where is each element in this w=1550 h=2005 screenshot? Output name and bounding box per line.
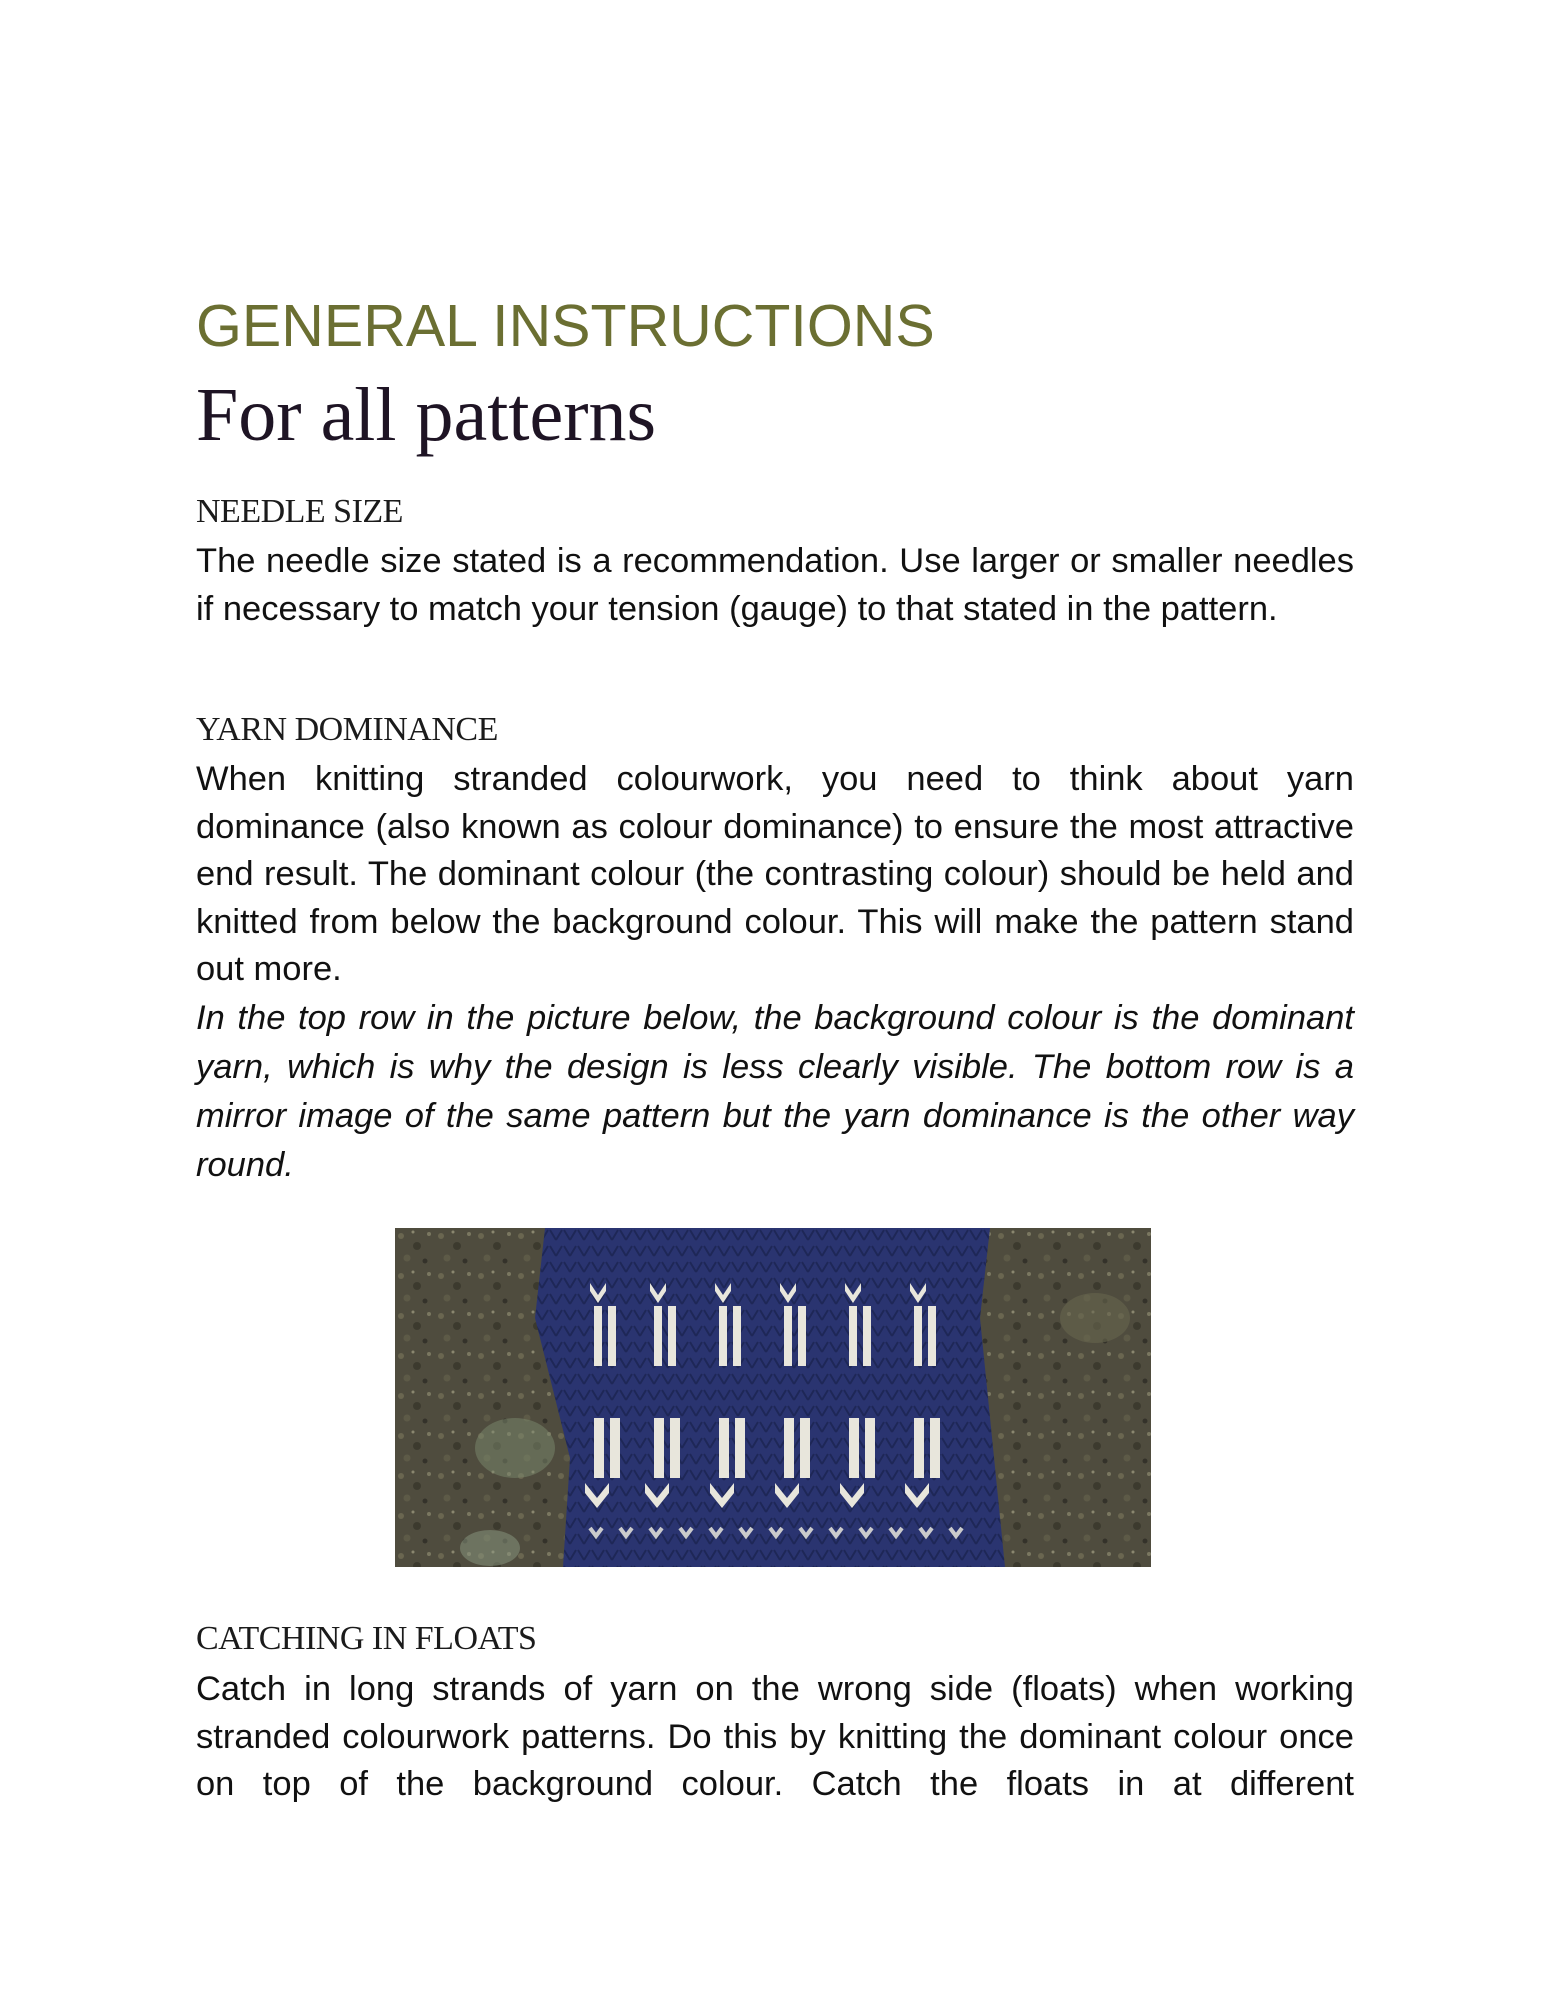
needle-size-paragraph: The needle size stated is a recommendation. Use larger or smaller needles if necessary to match your tension (gauge) to that stated in the pattern. (196, 542, 1354, 628)
yarn-dominance-paragraph: When knitting stranded colourwork, you need to think about yarn dominance (also known as colour dominance) to ensure the most attractive end result. The dominant colour (the contrasting colour) should be held and knitted from below the background colour. This will make the pattern stand out more. (196, 760, 1354, 988)
yarn-dominance-heading: YARN DOMINANCE (196, 711, 498, 748)
page-subtitle: For all patterns (196, 373, 657, 457)
knitted-swatch-photo (395, 1228, 1151, 1567)
catching-floats-heading: CATCHING IN FLOATS (196, 1620, 537, 1657)
catching-floats-paragraph: Catch in long strands of yarn on the wrong side (floats) when working stranded colourwork patterns. Do this by knitting the dominant colour once on top of the background colour. Catch the floats in at different (196, 1670, 1354, 1803)
yarn-dominance-caption: In the top row in the picture below, the background colour is the dominant yarn, which is why the design is less clearly visible. The bottom row is a mirror image of the same pattern but the yarn dominance is the other way round. (196, 999, 1354, 1184)
page-title: GENERAL INSTRUCTIONS (196, 293, 935, 359)
needle-size-heading: NEEDLE SIZE (196, 493, 403, 530)
